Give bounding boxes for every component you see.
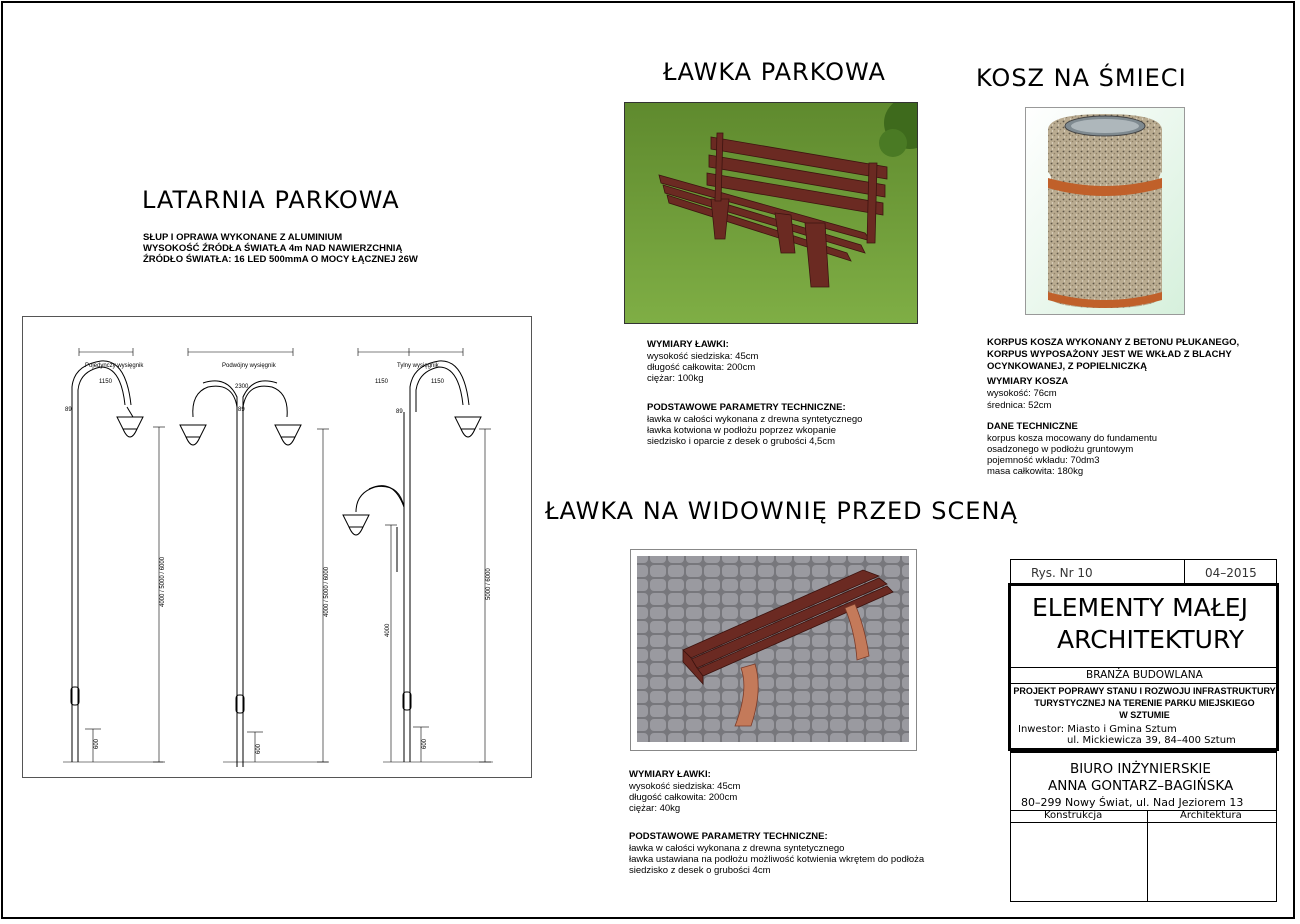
bench-param-3: siedzisko i oparcie z desek o grubości 4,5cm bbox=[647, 436, 835, 447]
lamp-spec-2: WYSOKOŚĆ ŹRÓDŁA ŚWIATŁA 4m NAD NAWIERZCHNIĄ bbox=[143, 243, 403, 254]
stage-bench-param-3: siedzisko z desek o grubości 4cm bbox=[629, 865, 771, 876]
bin-desc-2: KORPUS WYPOSAŻONY JEST WE WKŁAD Z BLACHY bbox=[987, 349, 1232, 360]
dim-1150-rear-right: 1150 bbox=[431, 379, 444, 385]
stage-bench-dim-3: ciężar: 40kg bbox=[629, 803, 681, 814]
investor-line-1: Inwestor: Miasto i Gmina Sztum bbox=[1018, 724, 1177, 735]
office-line-2: ANNA GONTARZ–BAGIŃSKA bbox=[1048, 778, 1234, 794]
dim-600-rear: 600 bbox=[422, 738, 428, 749]
dim-height-single: 4000 / 5000 / 6000 bbox=[160, 556, 166, 607]
bin-tech-4: masa całkowita: 180kg bbox=[987, 466, 1084, 477]
lamp-drawing bbox=[23, 317, 531, 777]
bench-title: ŁAWKA PARKOWA bbox=[663, 58, 886, 86]
bench-param-2: ławka kotwiona w podłożu poprzez wkopanie bbox=[647, 425, 837, 436]
bin-dim-1: wysokość: 76cm bbox=[987, 388, 1057, 399]
stage-bench-param-2: ławka ustawiana na podłożu możliwość kotwienia wkrętem do podłoża bbox=[629, 854, 925, 865]
drawing-name-line-1: ELEMENTY MAŁEJ bbox=[1032, 593, 1248, 622]
stage-bench-params-heading: PODSTAWOWE PARAMETRY TECHNICZNE: bbox=[629, 831, 828, 842]
lamp-rear-arm bbox=[343, 348, 491, 762]
stage-bench-dims-heading: WYMIARY ŁAWKI: bbox=[629, 769, 711, 780]
project-line-2: TURYSTYCZNEJ NA TERENIE PARKU MIEJSKIEGO bbox=[1034, 698, 1255, 708]
bench-dim-2: długość całkowita: 200cm bbox=[647, 362, 756, 373]
dim-89-double: 89 bbox=[238, 407, 245, 413]
bin-photo bbox=[1025, 107, 1185, 315]
branch-label: BRANŻA BUDOWLANA bbox=[1086, 669, 1203, 681]
bench-dim-1: wysokość siedziska: 45cm bbox=[647, 351, 759, 362]
drawing-name-line-2: ARCHITEKTURY bbox=[1057, 625, 1244, 654]
lamp-double-arm bbox=[180, 348, 329, 767]
project-line-1: PROJEKT POPRAWY STANU I ROZWOJU INFRASTRUKTURY bbox=[1013, 686, 1276, 696]
stage-bench-title: ŁAWKA NA WIDOWNIĘ PRZED SCENĄ bbox=[545, 497, 1018, 525]
dim-600-single: 600 bbox=[94, 738, 100, 749]
lamp-label-double: Podwójny wysięgnik bbox=[222, 363, 276, 369]
lamp-spec-3: ŹRÓDŁO ŚWIATŁA: 16 LED 500mmA O MOCY ŁĄCZNEJ 26W bbox=[143, 254, 418, 265]
bin-title: KOSZ NA ŚMIECI bbox=[976, 64, 1187, 92]
dim-4000: 4000 bbox=[385, 623, 391, 637]
bin-tech-2: osadzonego w podłożu gruntowym bbox=[987, 444, 1134, 455]
office-line-1: BIURO INŻYNIERSKIE bbox=[1070, 761, 1211, 777]
lamp-drawing-panel bbox=[22, 316, 532, 778]
drawing-number: Rys. Nr 10 bbox=[1031, 566, 1093, 580]
investor-line-2: ul. Mickiewicza 39, 84–400 Sztum bbox=[1067, 735, 1236, 746]
stage-bench-dim-2: długość całkowita: 200cm bbox=[629, 792, 738, 803]
dim-height-rear: 5000 / 6000 bbox=[486, 568, 492, 600]
office-line-3: 80–299 Nowy Świat, ul. Nad Jeziorem 13 bbox=[1021, 796, 1244, 809]
lamp-single-arm bbox=[71, 348, 165, 762]
stage-bench-dim-1: wysokość siedziska: 45cm bbox=[629, 781, 741, 792]
bin-dims-heading: WYMIARY KOSZA bbox=[987, 376, 1069, 387]
column-construction: Konstrukcja bbox=[1044, 810, 1103, 821]
column-architecture: Architektura bbox=[1180, 810, 1242, 821]
lamp-title: LATARNIA PARKOWA bbox=[142, 186, 400, 214]
bin-dim-2: średnica: 52cm bbox=[987, 400, 1052, 411]
lamp-spec-1: SŁUP I OPRAWA WYKONANE Z ALUMINIUM bbox=[143, 232, 343, 243]
bin-desc-1: KORPUS KOSZA WYKONANY Z BETONU PŁUKANEGO, bbox=[987, 337, 1240, 348]
bench-param-1: ławka w całości wykonana z drewna syntetycznego bbox=[647, 414, 863, 425]
dim-height-double: 4000 / 5000 / 6000 bbox=[324, 566, 330, 617]
lamp-label-single: Pojedynczy wysięgnik bbox=[85, 363, 144, 369]
bench-photo bbox=[624, 102, 918, 324]
dim-1150-single: 1150 bbox=[99, 379, 112, 385]
dim-89-rear: 89 bbox=[396, 409, 403, 415]
bin-desc-3: OCYNKOWANEJ, Z POPIELNICZKĄ bbox=[987, 361, 1147, 372]
lamp-label-rear: Tylny wysięgnik bbox=[397, 363, 439, 369]
dim-2300: 2300 bbox=[235, 384, 249, 390]
bin-tech-1: korpus kosza mocowany do fundamentu bbox=[987, 433, 1158, 444]
project-line-3: W SZTUMIE bbox=[1119, 710, 1170, 720]
drawing-date: 04–2015 bbox=[1205, 566, 1257, 580]
dim-89-single: 89 bbox=[65, 407, 72, 413]
stage-bench-photo bbox=[630, 549, 917, 751]
bench-params-heading: PODSTAWOWE PARAMETRY TECHNICZNE: bbox=[647, 402, 846, 413]
bench-dims-heading: WYMIARY ŁAWKI: bbox=[647, 339, 729, 350]
stage-bench-param-1: ławka w całości wykonana z drewna syntetycznego bbox=[629, 843, 845, 854]
dim-1150-rear-left: 1150 bbox=[375, 379, 388, 385]
dim-600-double: 600 bbox=[256, 743, 262, 754]
bin-tech-heading: DANE TECHNICZNE bbox=[987, 421, 1078, 432]
bench-dim-3: ciężar: 100kg bbox=[647, 373, 704, 384]
bin-tech-3: pojemność wkładu: 70dm3 bbox=[987, 455, 1100, 466]
